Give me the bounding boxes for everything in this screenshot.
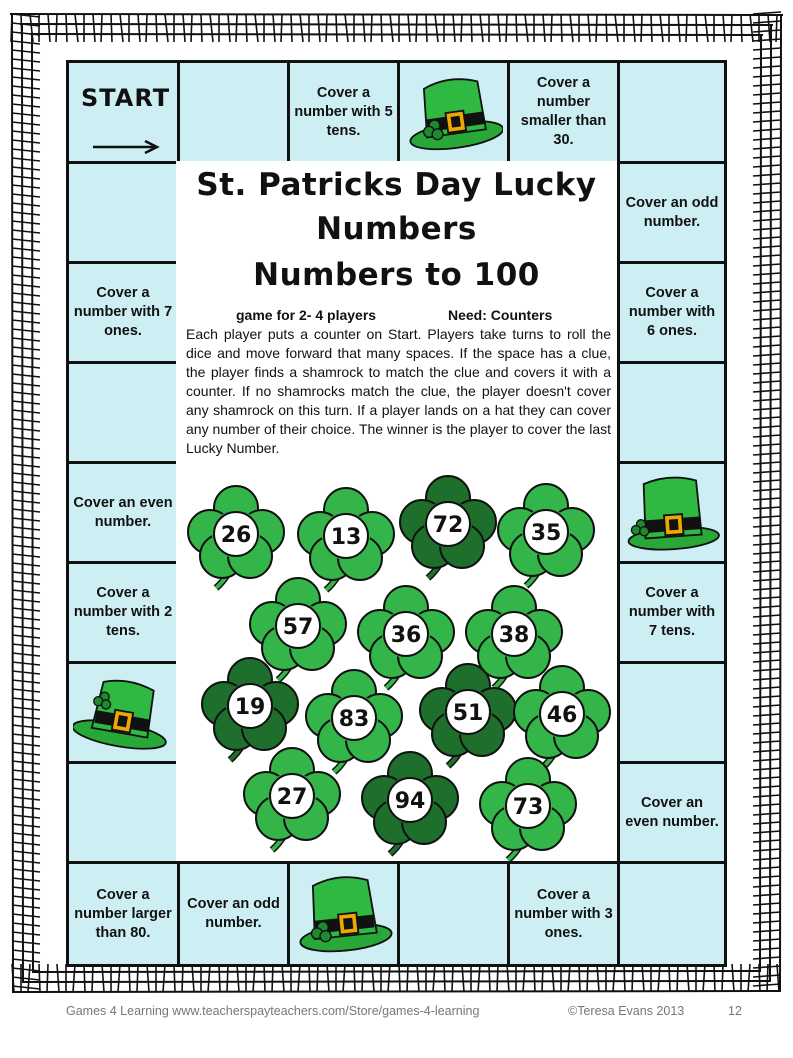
clue-text: Cover a number with 7 ones. <box>73 285 173 339</box>
shamrock-tile <box>514 666 610 768</box>
page-number: 12 <box>728 1004 742 1018</box>
shamrock-number: 94 <box>394 789 426 814</box>
shamrock-tile <box>358 586 454 688</box>
shamrock-tile <box>400 476 496 578</box>
materials-needed: Need: Counters <box>448 307 553 323</box>
shamrock-number: 35 <box>530 521 562 546</box>
shamrock-tile <box>298 488 394 590</box>
title-line-3: Numbers to 100 <box>253 257 540 293</box>
clue-text: Cover an even number. <box>73 494 173 530</box>
shamrock-number: 38 <box>498 623 530 648</box>
shamrock-number: 13 <box>330 525 362 550</box>
title-line-1: St. Patricks Day Lucky <box>196 167 597 203</box>
shamrock-tile <box>244 748 340 850</box>
footer-copyright: ©Teresa Evans 2013 <box>568 1004 685 1018</box>
clue-text: Cover a number with 3 ones. <box>514 886 613 941</box>
shamrock-number: 51 <box>452 701 484 726</box>
shamrock-number: 26 <box>220 523 252 548</box>
rules-text: Each player puts a counter on Start. Players take turns to roll the dice and move forward that many spaces. If the space has a clue, the player finds a shamrock to match the clue and covers it with a counter. If no shamrocks match the clue, the player doesn't cover any shamrock on this turn. If a player lands on a hat they can cover any number of their choice. The winner is the player to cover the last Lucky Number. <box>186 326 611 456</box>
shamrock-number: 36 <box>390 623 422 648</box>
clue-text: Cover a number smaller than 30. <box>520 75 607 148</box>
shamrock-number: 73 <box>512 795 544 820</box>
shamrock-number: 83 <box>338 707 370 732</box>
clue-text: Cover a number larger than 80. <box>74 886 172 941</box>
clue-text: Cover an odd number. <box>625 194 719 230</box>
clue-text: Cover an even number. <box>625 794 719 830</box>
shamrock-number: 27 <box>276 785 308 810</box>
clue-text: Cover a number with 6 ones. <box>628 285 716 339</box>
clue-text: Cover a number with 2 tens. <box>73 585 173 639</box>
shamrock-tile <box>480 758 576 860</box>
title-line-2: Numbers <box>316 211 477 247</box>
clue-text: Cover an odd number. <box>187 896 280 931</box>
player-count: game for 2- 4 players <box>236 307 377 323</box>
clue-text: Cover a number with 5 tens. <box>294 84 393 139</box>
shamrock-number: 72 <box>432 513 464 538</box>
shamrock-number: 57 <box>282 615 314 640</box>
start-label: START <box>81 84 171 112</box>
shamrock-tile <box>188 486 284 588</box>
clue-text: Cover a number with 7 tens. <box>628 585 716 639</box>
shamrock-number: 46 <box>546 703 578 728</box>
shamrock-number: 19 <box>234 695 266 720</box>
footer-credit: Games 4 Learning www.teacherspayteachers.com/Store/games-4-learning <box>66 1004 480 1018</box>
shamrock-tile <box>498 484 594 586</box>
shamrock-tile <box>362 752 458 854</box>
